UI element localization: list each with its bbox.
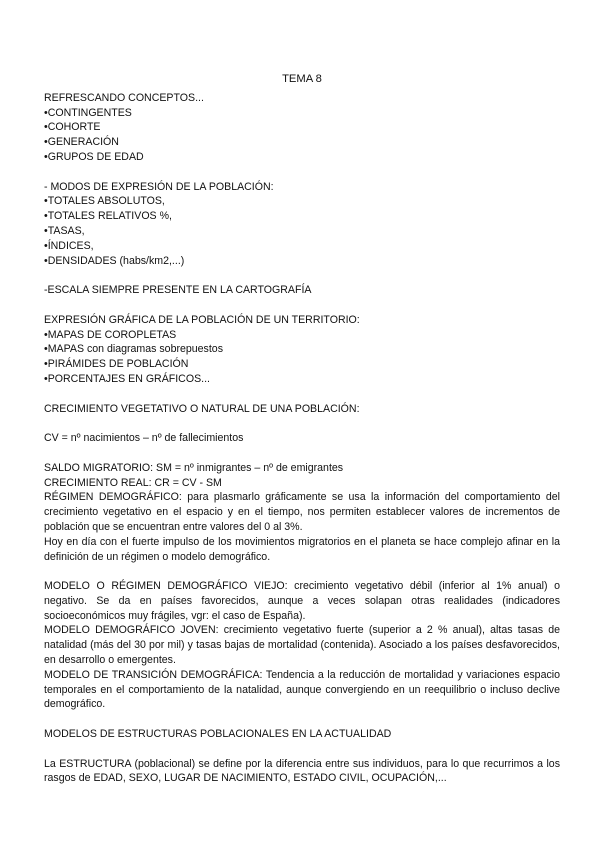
- modos-item: •TOTALES ABSOLUTOS,: [44, 195, 165, 208]
- escala-note: -ESCALA SIEMPRE PRESENTE EN LA CARTOGRAFÍA: [44, 284, 312, 297]
- crecimiento-real: CRECIMIENTO REAL: CR = CV - SM: [44, 476, 222, 489]
- modelo-joven-paragraph: MODELO DEMOGRÁFICO JOVEN: crecimiento vegetativo fuerte (superior a 2 % anual), altas tasas de natalidad (más del 30 por mil) y tasas bajas de mortalidad (contenida). Asociado a los países desfavorecidos, en desarrollo o emergentes.: [44, 624, 560, 667]
- refrescando-item: •GENERACIÓN: [44, 136, 119, 149]
- refrescando-heading: REFRESCANDO CONCEPTOS...: [44, 91, 204, 104]
- modelo-viejo-paragraph: MODELO O RÉGIMEN DEMOGRÁFICO VIEJO: crecimiento vegetativo débil (inferior al 1% anual) o negativo. Se da en países favorecidos, aunque a veces solapan otras realidades (indicadores socioeconómicos muy frágiles, vgr: el caso de España).: [44, 580, 560, 622]
- spacer: [44, 712, 560, 727]
- modelo-transicion-paragraph: MODELO DE TRANSICIÓN DEMOGRÁFICA: Tendencia a la reducción de mortalidad y variaciones espacio temporales en el comportamiento de la natalidad, aunque convergiendo en un reequilibrio o incluso declive demográfico.: [44, 668, 560, 711]
- spacer: [44, 742, 560, 757]
- modelos-estructuras-heading: MODELOS DE ESTRUCTURAS POBLACIONALES EN LA ACTUALIDAD: [44, 728, 392, 741]
- estructura-paragraph: La ESTRUCTURA (poblacional) se define por la diferencia entre sus individuos, para lo que recurrimos a los rasgos de EDAD, SEXO, LUGAR DE NACIMIENTO, ESTADO CIVIL, OCUPACIÓN,...: [44, 757, 560, 785]
- expresion-item: •MAPAS DE COROPLETAS: [44, 328, 177, 341]
- expresion-item: •MAPAS con diagramas sobrepuestos: [44, 343, 223, 356]
- expresion-item: •PIRÁMIDES DE POBLACIÓN: [44, 358, 189, 371]
- modos-item: •TASAS,: [44, 224, 85, 237]
- document-page: [44, 72, 560, 786]
- regimen-paragraph: RÉGIMEN DEMOGRÁFICO: para plasmarlo gráficamente se usa la información del comportamiento del crecimiento vegetativo en el espacio y en el tiempo, nos permiten establecer valores de incrementos de población que se encuentran entre valores del 0 al 3%.: [44, 491, 560, 533]
- spacer: [44, 446, 560, 461]
- spacer: [44, 416, 560, 431]
- expresion-heading: EXPRESIÓN GRÁFICA DE LA POBLACIÓN DE UN TERRITORIO:: [44, 313, 360, 326]
- cv-formula: CV = nº nacimientos – nº de fallecimientos: [44, 432, 244, 445]
- spacer: [44, 268, 560, 283]
- saldo-migratorio: SALDO MIGRATORIO: SM = nº inmigrantes – nº de emigrantes: [44, 461, 344, 474]
- refrescando-item: •COHORTE: [44, 121, 101, 134]
- hoy-paragraph: Hoy en día con el fuerte impulso de los movimientos migratorios en el planeta se hace complejo afinar en la definición de un régimen o modelo demográfico.: [44, 535, 560, 563]
- spacer: [44, 165, 560, 180]
- expresion-item: •PORCENTAJES EN GRÁFICOS...: [44, 372, 210, 385]
- modos-item: •TOTALES RELATIVOS %,: [44, 210, 172, 223]
- modos-heading: - MODOS DE EXPRESIÓN DE LA POBLACIÓN:: [44, 180, 274, 193]
- spacer: [44, 564, 560, 579]
- document-title: TEMA 8: [282, 73, 322, 85]
- refrescando-item: •CONTINGENTES: [44, 106, 132, 119]
- modos-item: •DENSIDADES (habs/km2,...): [44, 254, 185, 267]
- refrescando-item: •GRUPOS DE EDAD: [44, 150, 144, 163]
- spacer: [44, 298, 560, 313]
- spacer: [44, 387, 560, 402]
- modos-item: •ÍNDICES,: [44, 239, 94, 252]
- crecimiento-heading: CRECIMIENTO VEGETATIVO O NATURAL DE UNA POBLACIÓN:: [44, 402, 360, 415]
